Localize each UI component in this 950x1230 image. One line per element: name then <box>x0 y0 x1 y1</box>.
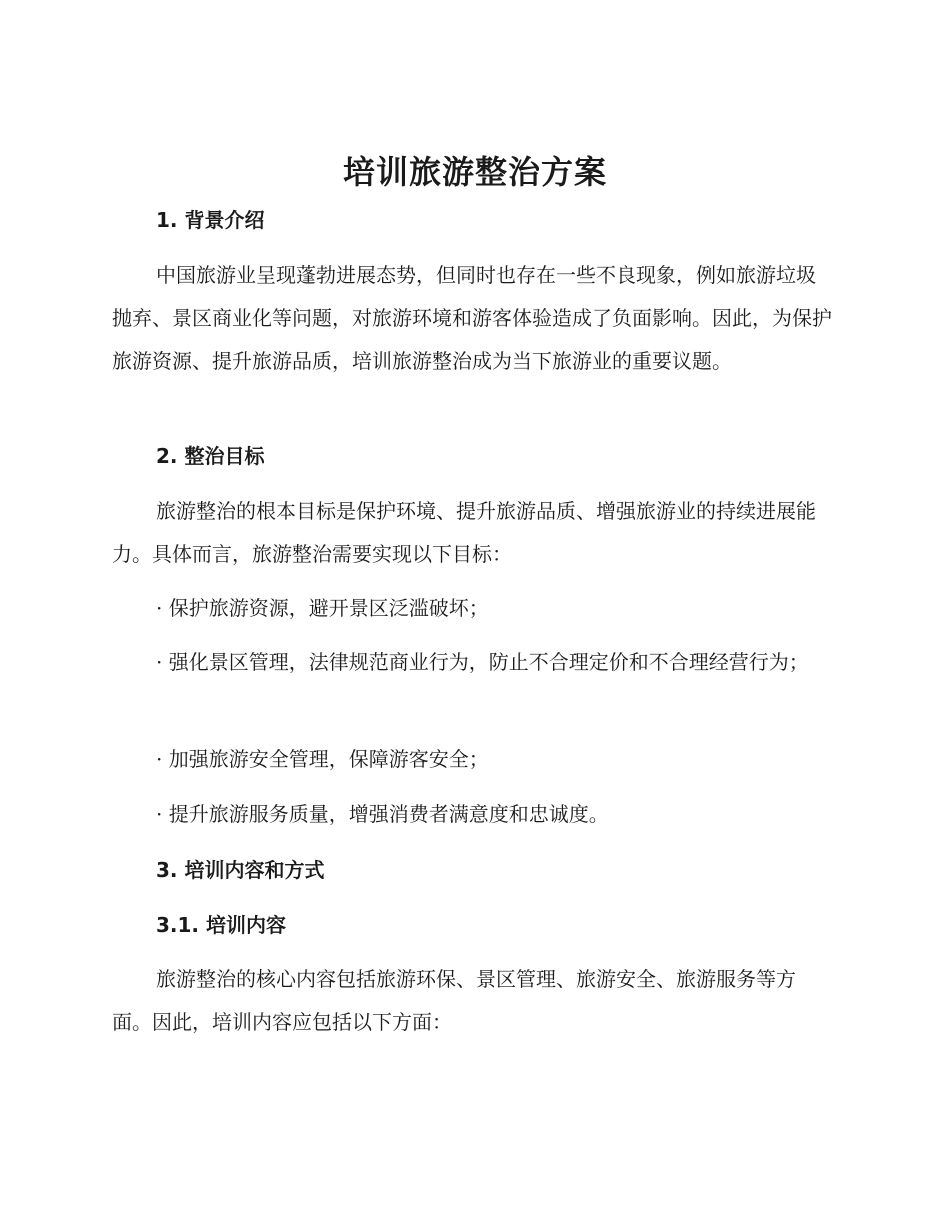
paragraph-goals: 旅游整治的根本目标是保护环境、提升旅游品质、增强旅游业的持续进展能力。具体而言，旅游整治需要实现以下目标： <box>112 499 816 566</box>
paragraph-training-content: 旅游整治的核心内容包括旅游环保、景区管理、旅游安全、旅游服务等方面。因此，培训内容应包括以下方面： <box>112 967 796 1034</box>
section-heading-background: 1. 背景介绍 <box>156 208 265 232</box>
paragraph-background: 中国旅游业呈现蓬勃进展态势，但同时也存在一些不良现象，例如旅游垃圾抛弃、景区商业化等问题，对旅游环境和游客体验造成了负面影响。因此，为保护旅游资源、提升旅游品质，培训旅游整治成为当下旅游业的重要议题。 <box>112 263 832 373</box>
list-item-goal-2: · 强化景区管理，法律规范商业行为，防止不合理定价和不合理经营行为； <box>156 650 809 674</box>
subsection-heading-training-content: 3.1. 培训内容 <box>156 913 286 937</box>
document-title: 培训旅游整治方案 <box>342 153 607 191</box>
list-item-goal-3: · 加强旅游安全管理，保障游客安全； <box>156 747 489 771</box>
list-item-goal-4: · 提升旅游服务质量，增强消费者满意度和忠诚度。 <box>156 802 609 826</box>
section-heading-goals: 2. 整治目标 <box>156 444 265 468</box>
list-item-goal-1: · 保护旅游资源，避开景区泛滥破坏； <box>156 596 489 620</box>
section-heading-training: 3. 培训内容和方式 <box>156 858 325 882</box>
